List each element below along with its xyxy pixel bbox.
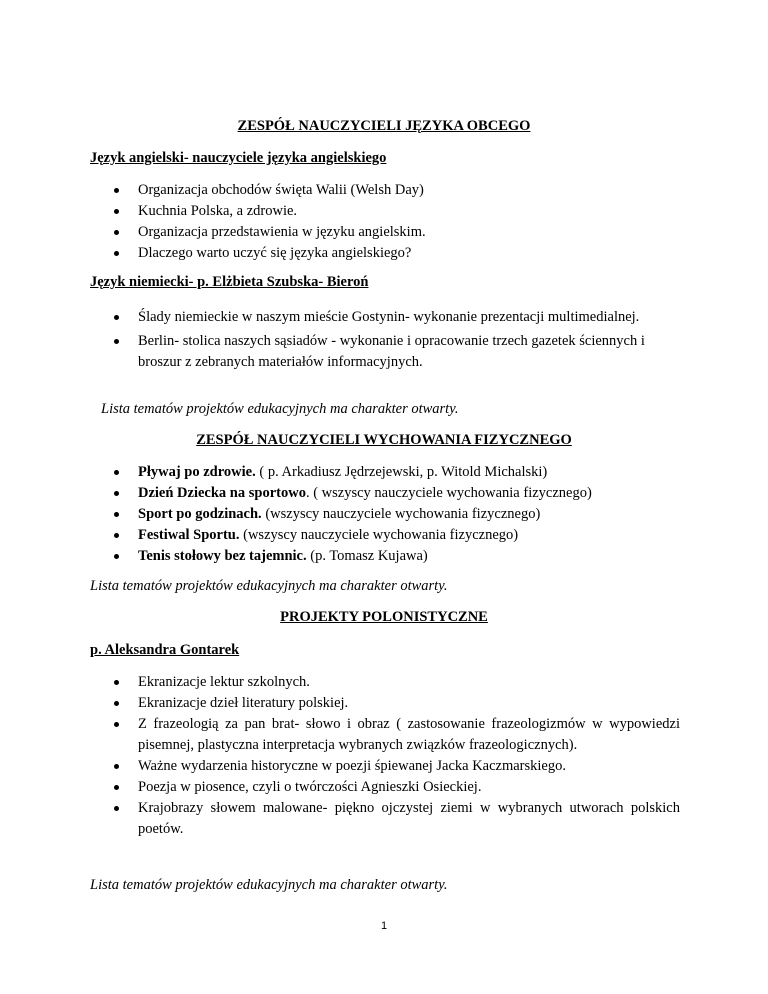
- topic-teachers: (wszyscy nauczyciele wychowania fizycznego): [239, 527, 519, 543]
- list-item: Ślady niemieckie w naszym mieście Gostynin- wykonanie prezentacji multimedialnej.: [90, 307, 670, 328]
- list-item: Kuchnia Polska, a zdrowie.: [90, 201, 680, 222]
- list-item: Krajobrazy słowem malowane- piękno ojczystej ziemi w wybranych utworach polskich poetów.: [90, 798, 680, 840]
- topic-teachers: (p. Tomasz Kujawa): [306, 548, 428, 564]
- list-item: [90, 462, 690, 483]
- list-item: Poezja w piosence, czyli o twórczości Agnieszki Osieckiej.: [90, 777, 680, 798]
- list-item: [90, 483, 690, 504]
- teacher-name: p. Aleksandra Gontarek: [90, 642, 240, 658]
- list-item: [90, 546, 690, 567]
- section-title-physical-education: ZESPÓŁ NAUCZYCIELI WYCHOWANIA FIZYCZNEGO: [196, 432, 572, 448]
- list-item: Organizacja przedstawienia w języku angielskim.: [90, 222, 680, 243]
- topic-teachers: (wszyscy nauczyciele wychowania fizycznego): [261, 506, 541, 522]
- list-item: Ekranizacje lektur szkolnych.: [90, 672, 680, 693]
- topic-teachers: ( p. Arkadiusz Jędrzejewski, p. Witold Michalski): [255, 464, 548, 480]
- section-title-polish-projects: PROJEKTY POLONISTYCZNE: [280, 609, 488, 625]
- topic-title: Dzień Dziecka na sportowo: [138, 485, 306, 501]
- topic-teachers: . ( wszyscy nauczyciele wychowania fizycznego): [305, 485, 592, 501]
- german-heading: Język niemiecki- p. Elżbieta Szubska- Bieroń: [90, 274, 369, 290]
- topic-title: Pływaj po zdrowie.: [138, 464, 256, 480]
- page-number: 1: [380, 920, 388, 932]
- pe-topics-list: [90, 462, 690, 567]
- polish-topics-list: [90, 672, 680, 840]
- german-topics-list: [90, 307, 670, 376]
- open-list-note: Lista tematów projektów edukacyjnych ma charakter otwarty.: [90, 877, 448, 893]
- open-list-note: Lista tematów projektów edukacyjnych ma charakter otwarty.: [101, 401, 459, 417]
- section-title-foreign-languages: ZESPÓŁ NAUCZYCIELI JĘZYKA OBCEGO: [237, 118, 531, 134]
- topic-title: Tenis stołowy bez tajemnic.: [138, 548, 307, 564]
- english-topics-list: [90, 180, 680, 264]
- list-item: Berlin- stolica naszych sąsiadów - wykonanie i opracowanie trzech gazetek ściennych i broszur z zebranych materiałów informacyjnych.: [90, 331, 670, 373]
- english-heading: Język angielski- nauczyciele języka angielskiego: [90, 150, 387, 166]
- list-item: Z frazeologią za pan brat- słowo i obraz ( zastosowanie frazeologizmów w wypowiedzi pisemnej, plastyczna interpretacja wybranych związków frazeologicznych).: [90, 714, 680, 756]
- list-item: [90, 525, 690, 546]
- list-item: Organizacja obchodów święta Walii (Welsh Day): [90, 180, 680, 201]
- list-item: Ważne wydarzenia historyczne w poezji śpiewanej Jacka Kaczmarskiego.: [90, 756, 680, 777]
- open-list-note: Lista tematów projektów edukacyjnych ma charakter otwarty.: [90, 578, 448, 594]
- list-item: Dlaczego warto uczyć się języka angielskiego?: [90, 243, 680, 264]
- list-item: [90, 504, 690, 525]
- topic-title: Festiwal Sportu.: [138, 527, 240, 543]
- list-item: Ekranizacje dzieł literatury polskiej.: [90, 693, 680, 714]
- topic-title: Sport po godzinach.: [138, 506, 262, 522]
